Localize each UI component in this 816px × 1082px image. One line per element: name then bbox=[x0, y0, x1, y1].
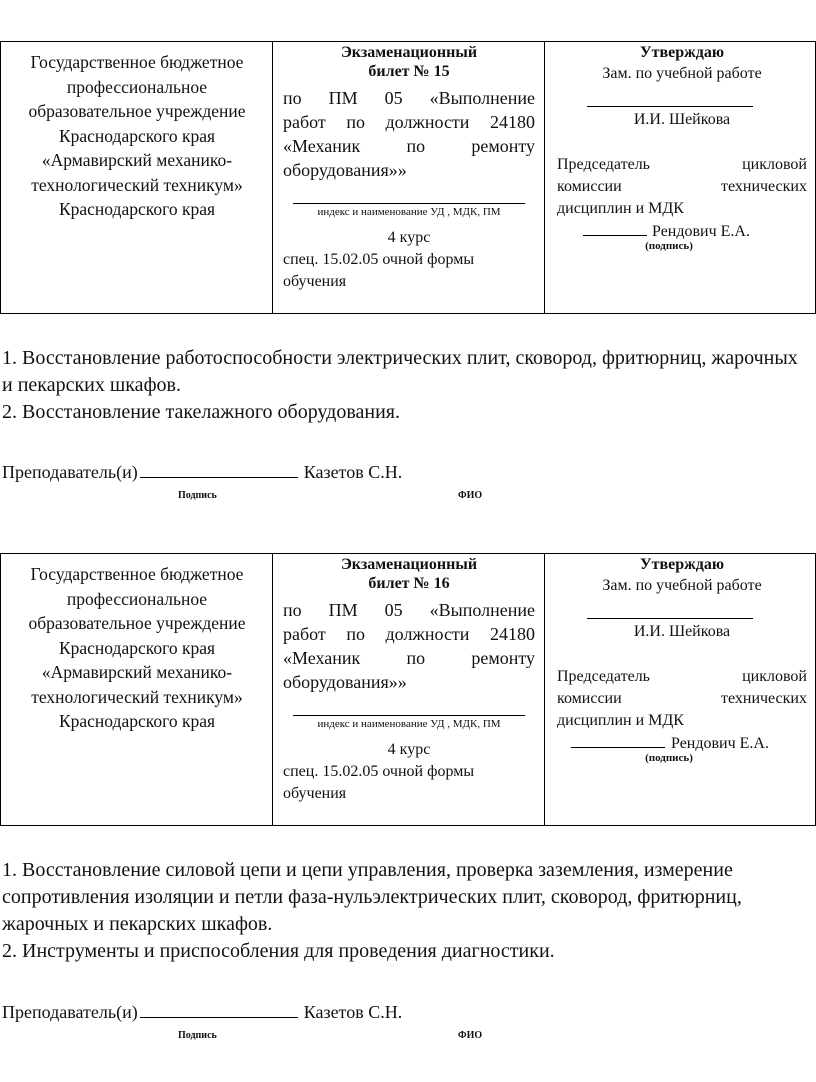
chair-line-last: дисциплин и МДК bbox=[557, 200, 684, 217]
organization-cell bbox=[1, 42, 273, 313]
course: 4 курс bbox=[387, 229, 431, 246]
teacher-label: Преподаватель(и) bbox=[2, 462, 138, 482]
task-list bbox=[2, 857, 802, 965]
chair-name: Рендович Е.А. bbox=[652, 223, 750, 240]
teacher-signature-row bbox=[2, 461, 402, 483]
chair-line: комиссии технических bbox=[557, 178, 807, 195]
ticket-number: билет № 16 bbox=[368, 575, 450, 592]
ticket-title: Экзаменационный bbox=[340, 556, 478, 573]
chair-line: комиссии технических bbox=[557, 690, 807, 707]
subject-line: по ПМ 05 «Выполнение bbox=[283, 88, 535, 108]
approve-signature-line bbox=[587, 618, 753, 619]
chair-line: Председатель цикловой bbox=[557, 156, 807, 173]
approve-deputy: Зам. по учебной работе bbox=[602, 577, 762, 594]
organization-name: Государственное бюджетное профессиональное образовательное учреждение Краснодарского края «Армавирский механико-технологический техникум» Краснодарского края bbox=[28, 52, 246, 219]
task-item: 2. Инструменты и приспособления для проведения диагностики. bbox=[2, 940, 555, 962]
chair-text bbox=[557, 666, 807, 710]
teacher-signature-row bbox=[2, 1001, 402, 1023]
ticket-info-cell bbox=[273, 42, 545, 313]
approval-cell bbox=[545, 42, 815, 313]
organization-cell bbox=[1, 554, 273, 825]
fio-caption: ФИО bbox=[458, 1030, 483, 1041]
subject-line: по ПМ 05 «Выполнение bbox=[283, 600, 535, 620]
teacher-signature-line bbox=[140, 461, 298, 478]
subject-underline bbox=[293, 715, 525, 716]
sign-caption: Подпись bbox=[178, 490, 217, 501]
organization-name: Государственное бюджетное профессиональное образовательное учреждение Краснодарского края «Армавирский механико-технологический техникум» Краснодарского края bbox=[28, 564, 246, 731]
subject-caption: индекс и наименование УД , МДК, ПМ bbox=[317, 206, 501, 218]
approval-cell bbox=[545, 554, 815, 825]
fio-caption: ФИО bbox=[458, 490, 483, 501]
chair-line-last: дисциплин и МДК bbox=[557, 712, 684, 729]
approve-name: И.И. Шейкова bbox=[633, 623, 731, 640]
specialty: спец. 15.02.05 очной формы bbox=[283, 251, 475, 268]
approve-title: Утверждаю bbox=[639, 556, 725, 573]
subject-underline bbox=[293, 203, 525, 204]
ticket-title: Экзаменационный bbox=[340, 44, 478, 61]
course: 4 курс bbox=[387, 741, 431, 758]
signature-caption: (подпись) bbox=[645, 752, 693, 764]
subject-caption: индекс и наименование УД , МДК, ПМ bbox=[317, 718, 501, 730]
approve-name: И.И. Шейкова bbox=[633, 111, 731, 128]
sign-caption: Подпись bbox=[178, 1030, 217, 1041]
ticket-number: билет № 15 bbox=[368, 63, 450, 80]
task-item: 1. Восстановление силовой цепи и цепи управления, проверка заземления, измерение сопротивления изоляции и петли фаза-нульэлектрических плит, сковород, фритюрниц, жарочных и пекарских шкафов. bbox=[2, 859, 742, 935]
study-form: обучения bbox=[283, 273, 347, 290]
subject-text bbox=[283, 86, 535, 158]
ticket-header-table bbox=[0, 553, 816, 826]
approve-deputy: Зам. по учебной работе bbox=[602, 65, 762, 82]
chair-text bbox=[557, 154, 807, 198]
study-form: обучения bbox=[283, 785, 347, 802]
subject-text bbox=[283, 598, 535, 670]
subject-line: «Механик по ремонту bbox=[283, 648, 535, 668]
signature-caption: (подпись) bbox=[645, 240, 693, 252]
task-item: 1. Восстановление работоспособности электрических плит, сковород, фритюрниц, жарочных и пекарских шкафов. bbox=[2, 347, 798, 396]
chair-signature-line bbox=[583, 220, 647, 236]
task-item: 2. Восстановление такелажного оборудования. bbox=[2, 401, 401, 423]
teacher-name: Казетов С.Н. bbox=[303, 1002, 403, 1022]
ticket-info-cell bbox=[273, 554, 545, 825]
specialty: спец. 15.02.05 очной формы bbox=[283, 763, 475, 780]
teacher-signature-line bbox=[140, 1001, 298, 1018]
subject-line: «Механик по ремонту bbox=[283, 136, 535, 156]
approve-signature-line bbox=[587, 106, 753, 107]
approve-title: Утверждаю bbox=[639, 44, 725, 61]
subject-line: работ по должности 24180 bbox=[283, 112, 535, 132]
subject-line-last: оборудования»» bbox=[283, 672, 407, 692]
subject-line-last: оборудования»» bbox=[283, 160, 407, 180]
task-list bbox=[2, 345, 802, 426]
teacher-name: Казетов С.Н. bbox=[303, 462, 403, 482]
teacher-label: Преподаватель(и) bbox=[2, 1002, 138, 1022]
chair-line: Председатель цикловой bbox=[557, 668, 807, 685]
chair-name: Рендович Е.А. bbox=[671, 735, 769, 752]
subject-line: работ по должности 24180 bbox=[283, 624, 535, 644]
ticket-header-table bbox=[0, 41, 816, 314]
chair-signature-line bbox=[571, 732, 665, 748]
